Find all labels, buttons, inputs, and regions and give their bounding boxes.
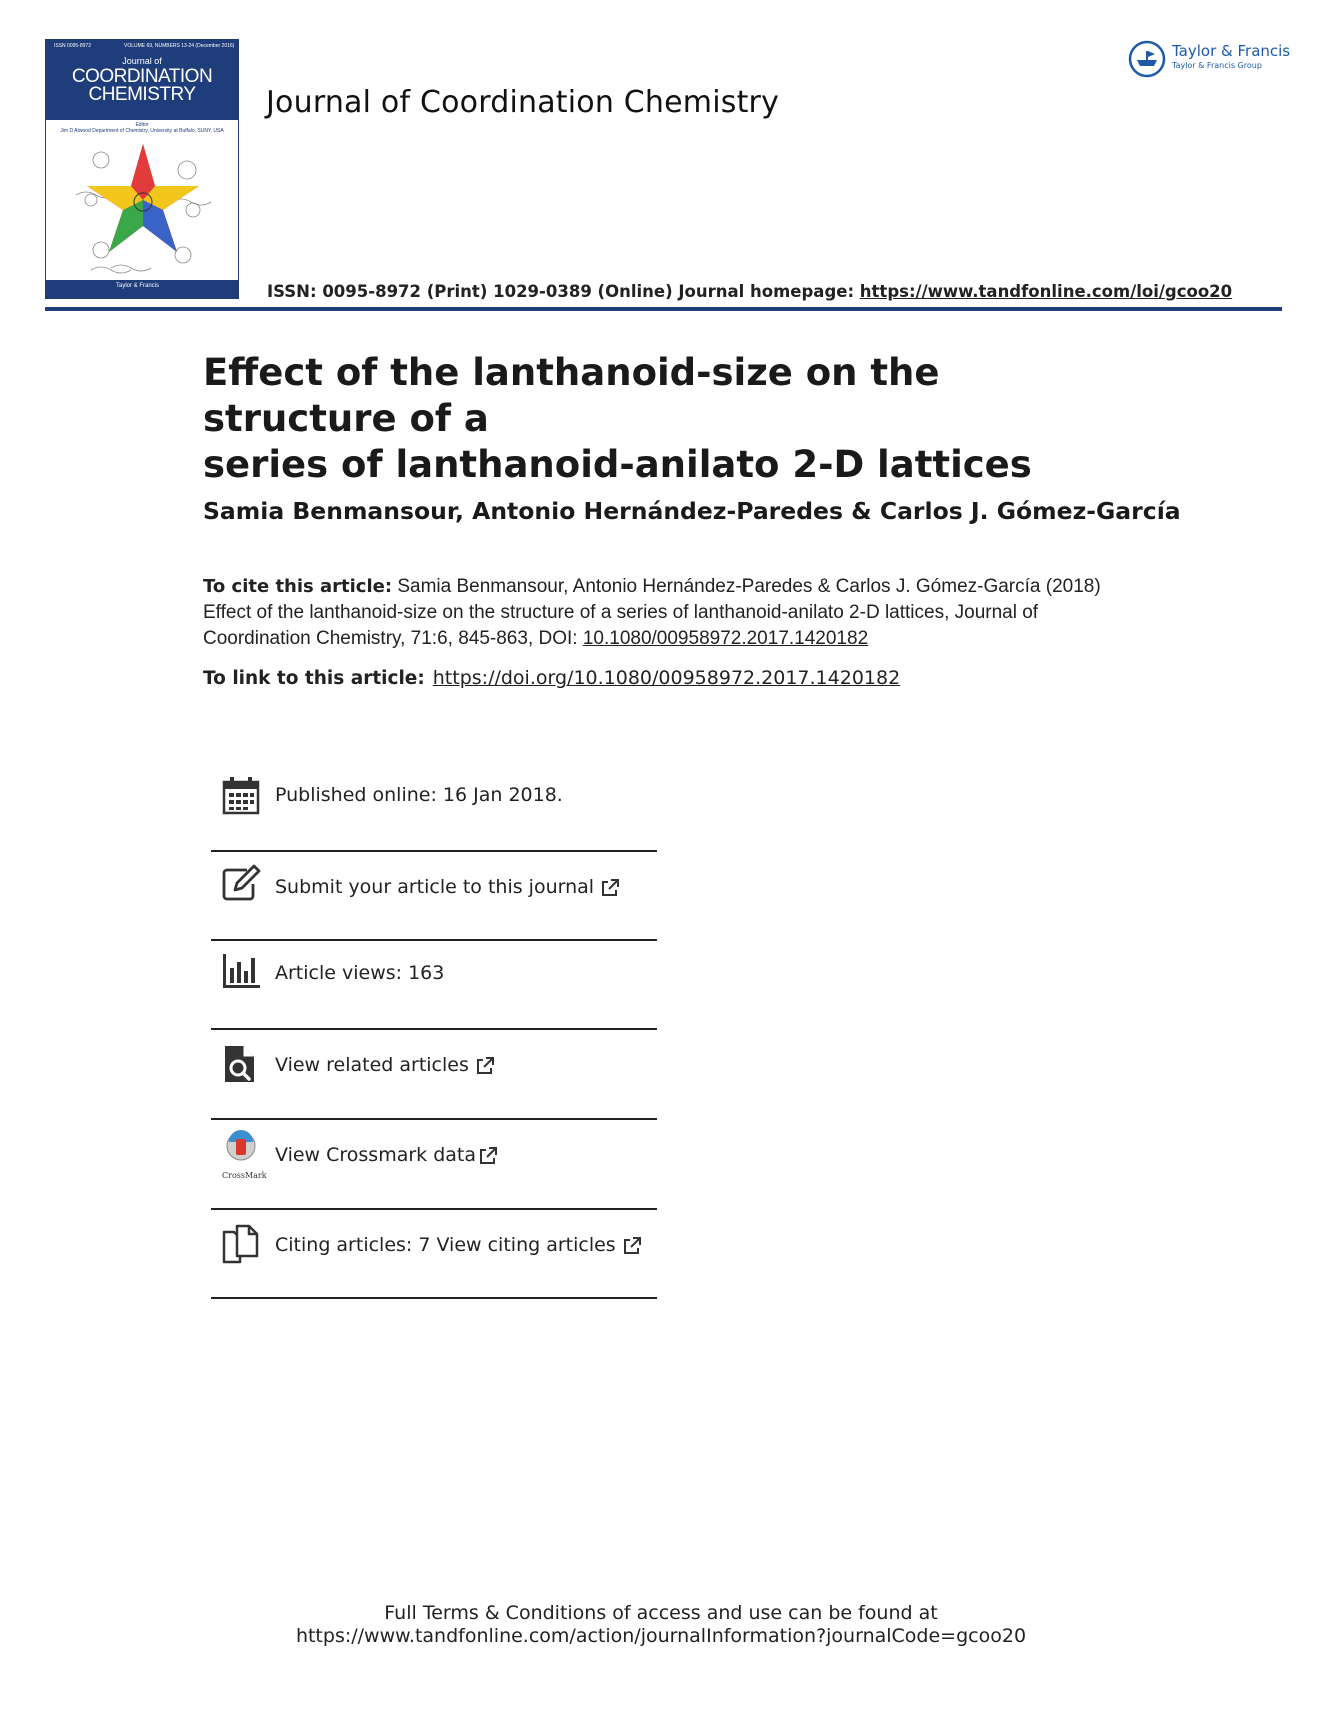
citation-block bbox=[203, 574, 1123, 652]
related-articles-item[interactable] bbox=[211, 1038, 657, 1126]
terms-footer-line1: Full Terms & Conditions of access and use can be found at bbox=[384, 1602, 938, 1624]
header-divider bbox=[45, 307, 1282, 311]
article-link-row bbox=[203, 667, 900, 689]
calendar-icon bbox=[221, 776, 261, 816]
submit-article-link[interactable] bbox=[275, 876, 620, 898]
journal-title: Journal of Coordination Chemistry bbox=[266, 85, 780, 120]
external-link-icon bbox=[475, 1056, 495, 1076]
taylor-francis-logo-icon bbox=[1128, 40, 1166, 78]
crossmark-text: View Crossmark data bbox=[275, 1144, 477, 1166]
external-link-icon bbox=[600, 878, 620, 898]
submit-article-item[interactable] bbox=[211, 860, 657, 948]
edit-icon bbox=[221, 864, 261, 904]
submit-article-text: Submit your article to this journal bbox=[275, 876, 595, 898]
doi-link[interactable]: 10.1080/00958972.2017.1420182 bbox=[582, 628, 869, 649]
published-online-text: Published online: 16 Jan 2018. bbox=[275, 784, 563, 806]
cover-star-artwork bbox=[71, 140, 215, 280]
article-title bbox=[203, 350, 1123, 488]
info-divider bbox=[211, 1028, 657, 1030]
journal-cover bbox=[45, 39, 239, 299]
cite-label: To cite this article: bbox=[203, 576, 393, 597]
published-online-item bbox=[211, 772, 657, 860]
info-divider bbox=[211, 939, 657, 941]
cover-volume: VOLUME 69, NUMBERS 13-24 (December 2016) bbox=[124, 43, 235, 49]
related-articles-text: View related articles bbox=[275, 1054, 469, 1076]
cover-editor bbox=[46, 122, 238, 134]
issn-text: ISSN: 0095-8972 (Print) 1029-0389 (Online) Journal homepage: bbox=[267, 282, 860, 301]
bar-chart-icon bbox=[221, 952, 261, 992]
external-link-icon bbox=[478, 1146, 498, 1166]
publisher-name: Taylor & Francis bbox=[1172, 42, 1291, 60]
crossmark-icon bbox=[221, 1130, 261, 1170]
issn-line bbox=[267, 282, 1232, 301]
article-title-line1: Effect of the lanthanoid-size on the structure of a bbox=[203, 351, 940, 440]
crossmark-link[interactable] bbox=[275, 1144, 498, 1166]
cover-journal-of: Journal of bbox=[122, 56, 162, 66]
article-views-item bbox=[211, 946, 657, 1034]
citing-articles-item[interactable] bbox=[211, 1218, 657, 1306]
cover-issn: ISSN 0095-8972 bbox=[54, 43, 91, 49]
cite-text: Samia Benmansour, Antonio Hernández-Paredes & Carlos J. Gómez-García (2018) Effect of the lanthanoid-size on the structure of a series of lanthanoid-anilato 2-D lattices, Journal of Coordination Chemistry, 71:6, 845-863, DOI: bbox=[203, 576, 1101, 649]
info-divider bbox=[211, 850, 657, 852]
info-divider bbox=[211, 1118, 657, 1120]
crossmark-logo-text: CrossMark bbox=[222, 1171, 267, 1180]
citing-articles-text: Citing articles: 7 View citing articles bbox=[275, 1234, 616, 1256]
info-divider bbox=[211, 1297, 657, 1299]
publisher-group: Taylor & Francis Group bbox=[1172, 61, 1262, 70]
cover-title-line1: COORDINATION bbox=[71, 66, 213, 87]
terms-footer-url[interactable]: https://www.tandfonline.com/action/journalInformation?journalCode=gcoo20 bbox=[295, 1625, 1027, 1647]
cover-publisher: Taylor & Francis bbox=[116, 283, 160, 289]
copy-documents-icon bbox=[221, 1224, 261, 1264]
crossmark-item[interactable] bbox=[211, 1128, 657, 1216]
article-authors: Samia Benmansour, Antonio Hernández-Paredes & Carlos J. Gómez-García bbox=[203, 497, 1181, 525]
external-link-icon bbox=[622, 1236, 642, 1256]
article-views-text: Article views: 163 bbox=[275, 962, 445, 984]
related-articles-link[interactable] bbox=[275, 1054, 495, 1076]
cover-editor-name: Jim D Atwood Department of Chemistry, University at Buffalo, SUNY, USA bbox=[60, 128, 224, 134]
cover-footer bbox=[46, 280, 238, 298]
cover-editor-label: Editor bbox=[135, 122, 149, 128]
citing-articles-link[interactable] bbox=[275, 1234, 642, 1256]
info-divider bbox=[211, 1208, 657, 1210]
cover-title-line2: CHEMISTRY bbox=[88, 84, 196, 105]
link-label: To link to this article: bbox=[203, 668, 425, 689]
journal-homepage-link[interactable]: https://www.tandfonline.com/loi/gcoo20 bbox=[859, 282, 1233, 301]
document-search-icon bbox=[221, 1044, 261, 1084]
article-title-line2: series of lanthanoid-anilato 2-D lattices bbox=[203, 443, 1032, 486]
article-doi-url[interactable]: https://doi.org/10.1080/00958972.2017.1420182 bbox=[432, 667, 901, 689]
